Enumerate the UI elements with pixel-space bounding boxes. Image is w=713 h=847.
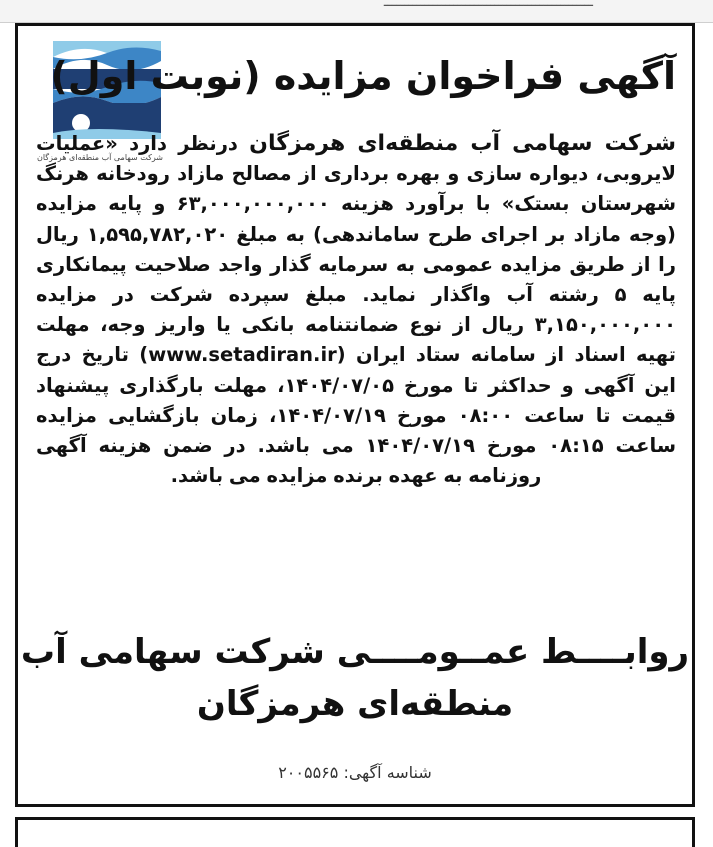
signature-line-2: منطقه‌ای هرمزگان bbox=[196, 684, 514, 724]
ad-body-text: درنظر دارد «عملیات لایروبی، دیواره سازی و بهره برداری از مصالح مازاد رودخانه هرنگ شهرستان بستک» با برآورد هزینه ۶۳,۰۰۰,۰۰۰,۰۰۰ و پایه مزایده (وجه مازاد بر اجرای طرح ساماندهی) به مبلغ ۱,۵۹۵,۷۸۲,۰۲۰ ریال را از طریق مزایده عمومی به سرمایه گذار واجد صلاحیت پیمانکاری پایه ۵ رشته آب واگذار نماید. مبلغ سپرده شرکت در مزایده ۳,۱۵۰,۰۰۰,۰۰۰ ریال از نوع ضمانتنامه بانکی یا واریز وجه، مهلت تهیه اسناد از سامانه ستاد ایران (www.setadiran.ir) تاریخ درج این آگهی و حداکثر تا مورخ ۱۴۰۴/۰۷/۰۵، مهلت بارگذاری پیشنهاد قیمت تا ساعت ۰۸:۰۰ مورخ ۱۴۰۴/۰۷/۱۹، زمان بازگشایی مزایده ساعت ۰۸:۱۵ مورخ ۱۴۰۴/۰۷/۱۹ می باشد. در ضمن هزینه آگهی روزنامه به عهده برنده مزایده می باشد. bbox=[36, 132, 677, 488]
company-name: شرکت سهامی آب منطقه‌ای هرمزگان bbox=[249, 131, 676, 156]
notice-id: شناسه آگهی: ۲۰۰۵۵۶۵ bbox=[278, 763, 432, 782]
previous-ad-strip bbox=[0, 0, 713, 23]
logo-caption: شرکت سهامی آب منطقه‌ای هرمزگان bbox=[36, 153, 163, 162]
ad-frame bbox=[15, 23, 695, 807]
ad-title: آگهی فراخوان مزایده (نوبت اول) bbox=[50, 54, 676, 98]
signature-block bbox=[18, 626, 692, 730]
ad-body bbox=[36, 129, 676, 491]
signature-line-1: روابــــط عمــومــــی شرکت سهامی آب bbox=[20, 632, 690, 672]
next-ad-frame bbox=[15, 817, 695, 847]
previous-ad-fragment: ـــــــــــــــــــــــــــــــــــــــــــــــــــ bbox=[383, 0, 593, 10]
